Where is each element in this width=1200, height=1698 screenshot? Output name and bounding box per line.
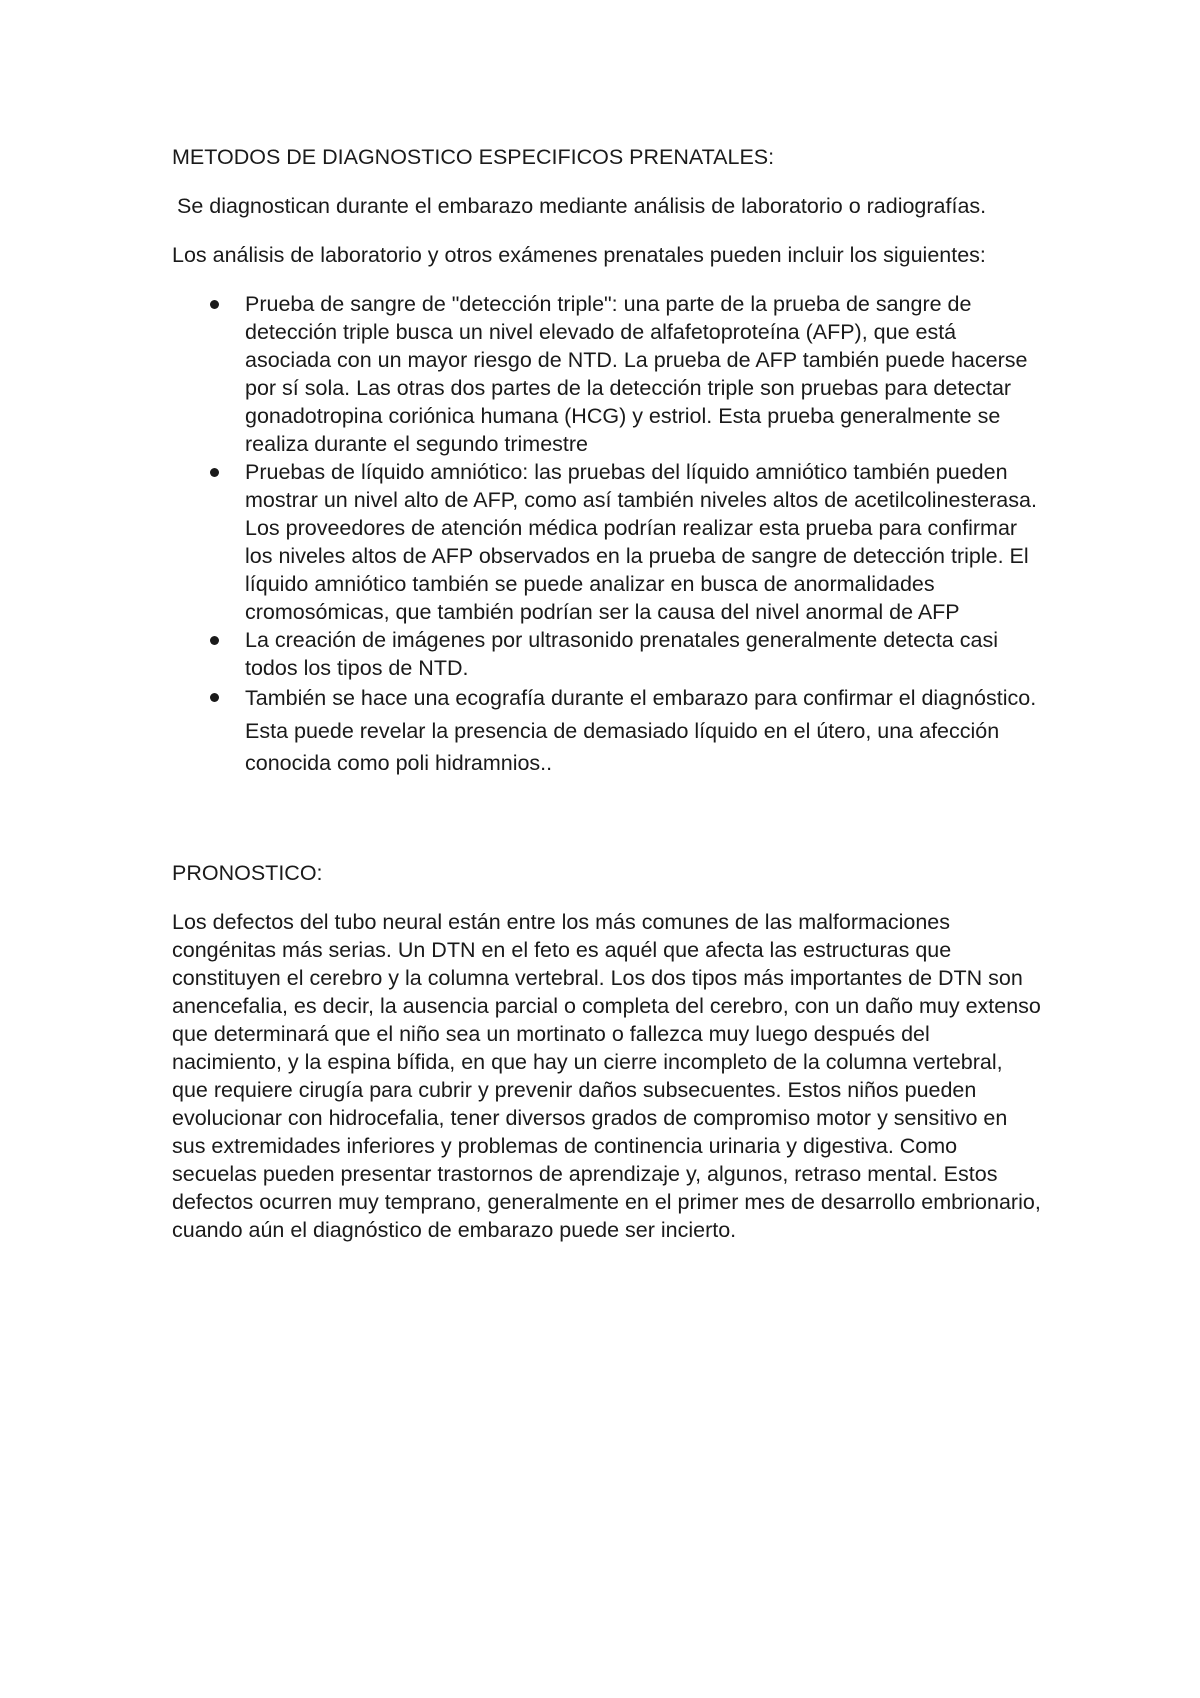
bullet-icon [210, 468, 219, 477]
list-item-text: También se hace una ecografía durante el embarazo para confirmar el diagnóstico. Esta puede revelar la presencia de demasiado líquido en el útero, una afección conocida como poli hidramnios.. [245, 686, 1037, 775]
document-page [172, 143, 1042, 1244]
prognosis-paragraph: Los defectos del tubo neural están entre los más comunes de las malformaciones congénitas más serias. Un DTN en el feto es aquél que afecta las estructuras que constituyen el cerebro y la columna vertebral. Los dos tipos más importantes de DTN son anencefalia, es decir, la ausencia parcial o completa del cerebro, con un daño muy extenso que determinará que el niño sea un mortinato o fallezca muy luego después del nacimiento, y la espina bífida, en que hay un cierre incompleto de la columna vertebral, que requiere cirugía para cubrir y prevenir daños subsecuentes. Estos niños pueden evolucionar con hidrocefalia, tener diversos grados de compromiso motor y sensitivo en sus extremidades inferiores y problemas de continencia urinaria y digestiva. Como secuelas pueden presentar trastornos de aprendizaje y, algunos, retraso mental. Estos defectos ocurren muy temprano, generalmente en el primer mes de desarrollo embrionario, cuando aún el diagnóstico de embarazo puede ser incierto. [172, 909, 1041, 1242]
section-title-diagnostico: METODOS DE DIAGNOSTICO ESPECIFICOS PRENATALES: [172, 145, 775, 169]
list-item-text: Pruebas de líquido amniótico: las pruebas del líquido amniótico también pueden mostrar un nivel alto de AFP, como así también niveles altos de acetilcolinesterasa. Los proveedores de atención médica podrían realizar esta prueba para confirmar los niveles altos de AFP observados en la prueba de sangre de detección triple. El líquido amniótico también se puede analizar en busca de anormalidades cromosómicas, que también podrían ser la causa del nivel anormal de AFP [245, 460, 1037, 624]
section-title-pronostico: PRONOSTICO: [172, 860, 323, 885]
list-item-ultrasound [172, 626, 1042, 682]
list-item-triple-screen [172, 290, 1042, 458]
list-item-amniotic-fluid [172, 458, 1042, 626]
list-item-text: La creación de imágenes por ultrasonido prenatales generalmente detecta casi todos los tipos de NTD. [245, 628, 998, 680]
list-item-ecography [172, 682, 1042, 780]
bullet-icon [210, 693, 219, 702]
bullet-icon [210, 636, 219, 645]
list-item-text: Prueba de sangre de "detección triple": una parte de la prueba de sangre de detección triple busca un nivel elevado de alfafetoproteína (AFP), que está asociada con un mayor riesgo de NTD. La prueba de AFP también puede hacerse por sí sola. Las otras dos partes de la detección triple son pruebas para detectar gonadotropina coriónica humana (HCG) y estriol. Esta prueba generalmente se realiza durante el segundo trimestre [245, 292, 1028, 456]
bullet-icon [210, 300, 219, 309]
diagnostic-methods-list [172, 290, 1042, 780]
intro-paragraph: Se diagnostican durante el embarazo mediante análisis de laboratorio o radiografías. [177, 194, 987, 218]
analysis-paragraph: Los análisis de laboratorio y otros exámenes prenatales pueden incluir los siguientes: [172, 243, 986, 267]
